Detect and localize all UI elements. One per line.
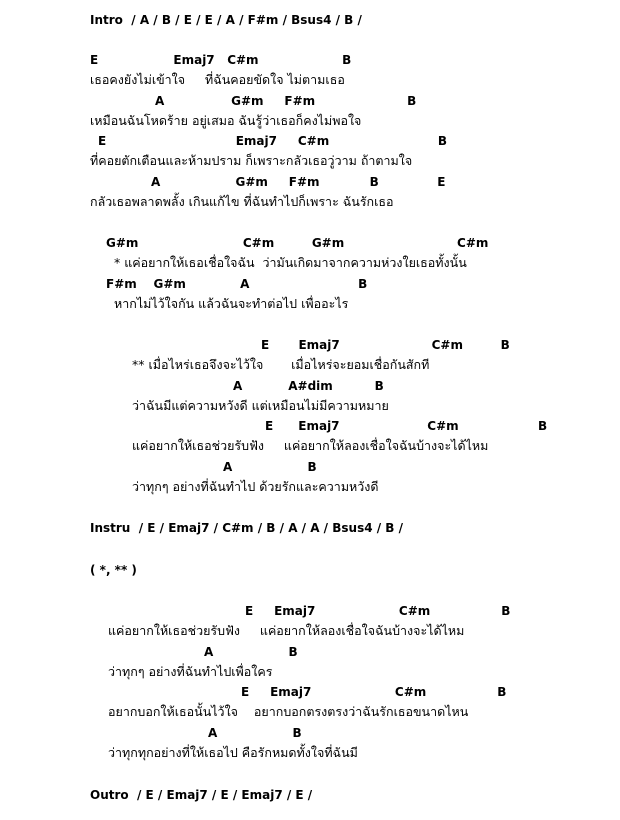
pre-chorus-chord-line-2: F#m G#m A B bbox=[106, 277, 368, 291]
instrumental-line: Instru / E / Emaj7 / C#m / B / A / A / Bsus4 / B / bbox=[90, 521, 404, 535]
chorus2-chord-line-2: A B bbox=[204, 645, 298, 659]
verse-chord-line-4: A G#m F#m B E bbox=[151, 175, 446, 189]
pre-chorus-lyric-line-1: * แค่อยากให้เธอเชื่อใจฉัน ว่ามันเกิดมาจากความห่วงใยเธอทั้งนั้น bbox=[114, 255, 467, 270]
verse-lyric-line-2: เหมือนฉันโหดร้าย อยู่เสมอ ฉันรู้ว่าเธอก็คงไม่พอใจ bbox=[90, 113, 362, 128]
chorus-lyric-line-3: แค่อยากให้เธอช่วยรับฟัง แค่อยากให้ลองเชื่อใจฉันบ้างจะได้ไหม bbox=[132, 438, 489, 453]
chorus2-chord-line-4: A B bbox=[208, 726, 302, 740]
verse-chord-line-1: E Emaj7 C#m B bbox=[90, 53, 352, 67]
chorus-chord-line-2: A A#dim B bbox=[233, 379, 384, 393]
pre-chorus-lyric-line-2: หากไม่ไว้ใจกัน แล้วฉันจะทำต่อไป เพื่ออะไร bbox=[114, 296, 349, 311]
verse-lyric-line-3: ที่คอยตักเตือนและห้ามปราม ก็เพราะกลัวเธอวู่วาม ถ้าตามใจ bbox=[90, 153, 413, 168]
verse-lyric-line-1: เธอคงยังไม่เข้าใจ ที่ฉันคอยขัดใจ ไม่ตามเธอ bbox=[90, 72, 345, 87]
pre-chorus-chord-line-1: G#m C#m G#m C#m bbox=[106, 236, 489, 250]
chorus-chord-line-3: E Emaj7 C#m B bbox=[265, 419, 548, 433]
verse-lyric-line-4: กลัวเธอพลาดพลั้ง เกินแก้ไข ที่ฉันทำไปก็เพราะ ฉันรักเธอ bbox=[90, 194, 394, 209]
chorus-chord-line-1: E Emaj7 C#m B bbox=[261, 338, 510, 352]
verse-chord-line-2: A G#m F#m B bbox=[155, 94, 417, 108]
chorus2-chord-line-3: E Emaj7 C#m B bbox=[241, 685, 507, 699]
chorus2-lyric-line-4: ว่าทุกทุกอย่างที่ให้เธอไป คือรักหมดทั้งใจที่ฉันมี bbox=[108, 745, 358, 760]
chorus2-lyric-line-1: แค่อยากให้เธอช่วยรับฟัง แค่อยากให้ลองเชื่อใจฉันบ้างจะได้ไหม bbox=[108, 623, 465, 638]
chorus-chord-line-4: A B bbox=[223, 460, 317, 474]
repeat-marker: ( *, ** ) bbox=[90, 563, 137, 577]
chorus2-lyric-line-2: ว่าทุกๆ อย่างที่ฉันทำไปเพื่อใคร bbox=[108, 664, 273, 679]
chorus-lyric-line-1: ** เมื่อไหร่เธอจึงจะไว้ใจ เมื่อไหร่จะยอมเชื่อกันสักที bbox=[132, 357, 430, 372]
verse-chord-line-3: E Emaj7 C#m B bbox=[98, 134, 447, 148]
chorus2-lyric-line-3: อยากบอกให้เธอนั้นไว้ใจ อยากบอกตรงตรงว่าฉันรักเธอขนาดไหน bbox=[108, 704, 469, 719]
outro-line: Outro / E / Emaj7 / E / Emaj7 / E / bbox=[90, 788, 313, 802]
intro-line: Intro / A / B / E / E / A / F#m / Bsus4 / B / bbox=[90, 13, 362, 27]
chorus2-chord-line-1: E Emaj7 C#m B bbox=[245, 604, 511, 618]
chorus-lyric-line-2: ว่าฉันมีแต่ความหวังดี แต่เหมือนไม่มีความหมาย bbox=[132, 398, 389, 413]
chorus-lyric-line-4: ว่าทุกๆ อย่างที่ฉันทำไป ด้วยรักและความหวังดี bbox=[132, 479, 379, 494]
